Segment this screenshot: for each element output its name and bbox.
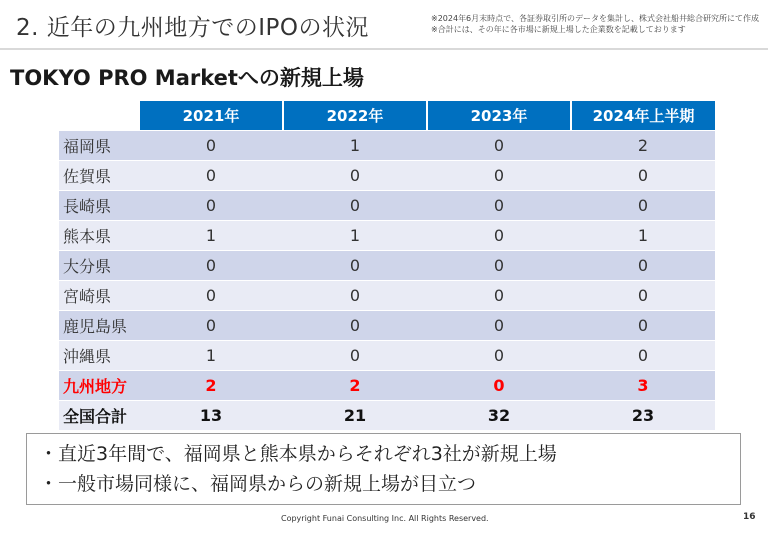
table-cell: 2 [139, 371, 283, 401]
national-total-row [59, 401, 715, 431]
table-cell: 0 [571, 191, 715, 221]
table-cell: 0 [427, 161, 571, 191]
source-note: ※2024年6月末時点で、各証券取引所のデータを集計し、株式会社船井総合研究所にて作成 [431, 14, 759, 23]
prefecture-label: 宮崎県 [59, 281, 139, 311]
column-header: 2022年 [283, 101, 427, 131]
table-cell: 0 [283, 341, 427, 371]
table-cell: 0 [283, 251, 427, 281]
table-cell: 0 [139, 191, 283, 221]
summary-box [26, 433, 741, 505]
table-cell: 13 [139, 401, 283, 431]
table-cell: 1 [283, 131, 427, 161]
table-row [59, 311, 715, 341]
table-row [59, 221, 715, 251]
table-cell: 1 [139, 221, 283, 251]
source-note: ※合計には、その年に各市場に新規上場した企業数を記載しております [431, 25, 686, 34]
table-cell: 0 [139, 161, 283, 191]
table-cell: 32 [427, 401, 571, 431]
table-row [59, 341, 715, 371]
table-cell: 0 [283, 191, 427, 221]
table-cell: 1 [283, 221, 427, 251]
summary-bullet: ・一般市場同様に、福岡県からの新規上場が目立つ [39, 473, 477, 495]
table-row [59, 161, 715, 191]
table-cell: 0 [139, 281, 283, 311]
table-cell: 1 [571, 221, 715, 251]
table-cell: 0 [283, 281, 427, 311]
table-row [59, 131, 715, 161]
table-cell: 1 [139, 341, 283, 371]
table-cell: 0 [427, 311, 571, 341]
table-cell: 0 [139, 251, 283, 281]
region-label: 九州地方 [59, 371, 139, 401]
table-row [59, 251, 715, 281]
section-heading: TOKYO PRO Marketへの新規上場 [10, 66, 364, 90]
kyushu-total-row [59, 371, 715, 401]
summary-bullet: ・直近3年間で、福岡県と熊本県からそれぞれ3社が新規上場 [39, 443, 557, 465]
header-divider [0, 48, 768, 50]
table-cell: 0 [571, 281, 715, 311]
table-cell: 0 [571, 161, 715, 191]
table-cell: 0 [571, 311, 715, 341]
column-header: 2021年 [139, 101, 283, 131]
table-cell: 21 [283, 401, 427, 431]
slide-header [0, 0, 768, 48]
table-cell: 0 [283, 161, 427, 191]
table-cell: 0 [571, 251, 715, 281]
table-cell: 0 [427, 131, 571, 161]
page-number: 16 [743, 512, 756, 522]
table-cell: 0 [139, 311, 283, 341]
table-cell: 2 [571, 131, 715, 161]
table-cell: 0 [427, 281, 571, 311]
prefecture-label: 沖縄県 [59, 341, 139, 371]
source-notes [431, 13, 759, 35]
table-cell: 0 [139, 131, 283, 161]
table-cell: 0 [427, 371, 571, 401]
table-row [59, 191, 715, 221]
table-cell: 0 [427, 191, 571, 221]
copyright-footer: Copyright Funai Consulting Inc. All Rights Reserved. [281, 514, 489, 523]
table-cell: 0 [427, 221, 571, 251]
prefecture-label: 鹿児島県 [59, 311, 139, 341]
prefecture-label: 大分県 [59, 251, 139, 281]
table-cell: 23 [571, 401, 715, 431]
table-cell: 0 [427, 251, 571, 281]
column-header: 2023年 [427, 101, 571, 131]
table-cell: 2 [283, 371, 427, 401]
ipo-table [59, 101, 715, 431]
table-corner-cell [59, 101, 139, 131]
table-cell: 0 [571, 341, 715, 371]
table-cell: 0 [283, 311, 427, 341]
slide-title: 2. 近年の九州地方でのIPOの状況 [16, 15, 370, 41]
prefecture-label: 福岡県 [59, 131, 139, 161]
table-cell: 3 [571, 371, 715, 401]
prefecture-label: 長崎県 [59, 191, 139, 221]
total-label: 全国合計 [59, 401, 139, 431]
prefecture-label: 熊本県 [59, 221, 139, 251]
column-header: 2024年上半期 [571, 101, 715, 131]
table-cell: 0 [427, 341, 571, 371]
prefecture-label: 佐賀県 [59, 161, 139, 191]
table-header-row [59, 101, 715, 131]
table-row [59, 281, 715, 311]
